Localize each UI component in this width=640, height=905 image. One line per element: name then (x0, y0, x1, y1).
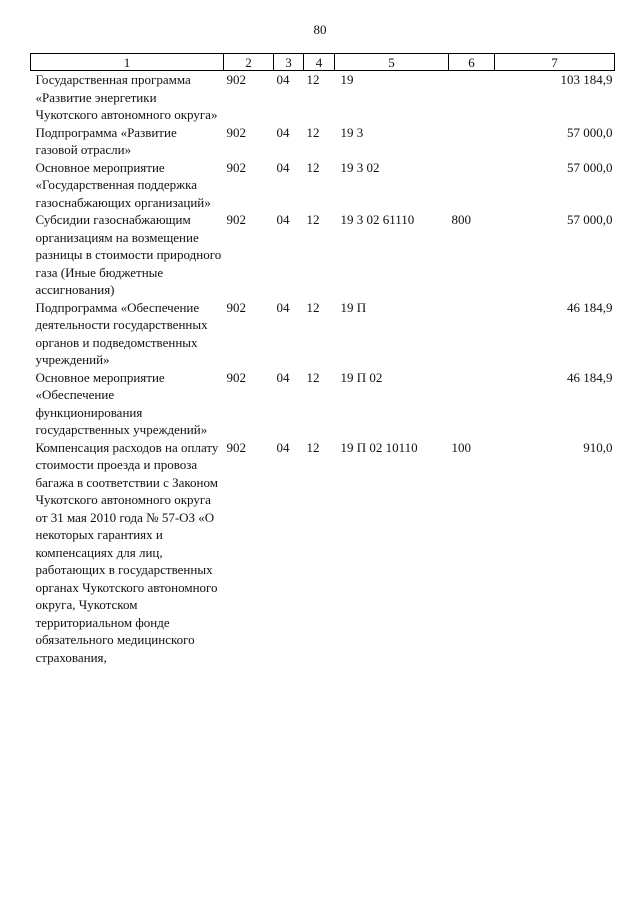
section-cell: 04 (276, 159, 290, 175)
grbs-cell: 902 (226, 159, 246, 175)
table-row (31, 211, 615, 299)
section-cell: 04 (276, 369, 290, 385)
target-code-cell: 19 3 (340, 124, 364, 140)
target-code-cell: 19 П (340, 299, 367, 315)
grbs-cell: 902 (226, 369, 246, 385)
section-cell: 04 (276, 72, 290, 87)
expense-name-cell: Подпрограмма «Развитие газовой отрасли» (35, 124, 177, 157)
table-row (31, 439, 615, 667)
target-code-cell: 19 П 02 10110 (340, 439, 418, 455)
expense-type-cell (449, 124, 495, 159)
subsection-cell: 12 (306, 439, 320, 455)
amount-cell: 103 184,9 (560, 72, 613, 87)
expense-type-cell (449, 299, 495, 369)
subsection-cell: 12 (306, 72, 320, 87)
column-number-header: 3 (274, 54, 304, 71)
expense-type-cell: 100 (451, 439, 471, 455)
subsection-cell: 12 (306, 159, 320, 175)
target-code-cell: 19 3 02 61110 (340, 212, 415, 227)
amount-cell: 57 000,0 (567, 124, 613, 140)
grbs-cell: 902 (226, 124, 246, 140)
expense-type-cell: 800 (451, 212, 471, 227)
target-code-cell: 19 3 02 (340, 159, 380, 175)
subsection-cell: 12 (306, 369, 320, 385)
grbs-cell: 902 (226, 72, 246, 87)
subsection-cell: 12 (306, 299, 320, 315)
expense-name-cell: Подпрограмма «Обеспечение деятельности государственных органов и подведомственных учреждений» (35, 299, 208, 367)
subsection-cell: 12 (306, 124, 320, 140)
grbs-cell: 902 (226, 439, 246, 455)
grbs-cell: 902 (226, 299, 246, 315)
column-number-header: 1 (31, 54, 224, 71)
amount-cell: 57 000,0 (567, 159, 613, 175)
section-cell: 04 (276, 124, 290, 140)
expense-name-cell: Субсидии газоснабжающим организациям на возмещение разницы в стоимости природного газа (Иные бюджетные ассигнования) (35, 212, 222, 297)
target-code-cell: 19 П 02 (340, 369, 383, 385)
target-code-cell: 19 (340, 72, 354, 87)
expense-name-cell: Государственная программа «Развитие энергетики Чукотского автономного округа» (35, 72, 218, 122)
budget-table (30, 53, 615, 666)
table-row (31, 124, 615, 159)
column-number-row (31, 54, 615, 71)
table-row (31, 71, 615, 124)
section-cell: 04 (276, 299, 290, 315)
table-row (31, 299, 615, 369)
section-cell: 04 (276, 439, 290, 455)
expense-name-cell: Основное мероприятие «Государственная поддержка газоснабжающих организаций» (35, 159, 211, 210)
column-number-header: 6 (449, 54, 495, 71)
section-cell: 04 (276, 212, 290, 227)
expense-type-cell (449, 369, 495, 439)
amount-cell: 46 184,9 (567, 299, 613, 315)
table-row (31, 159, 615, 212)
expense-type-cell (449, 71, 495, 124)
expense-type-cell (449, 159, 495, 212)
column-number-header: 2 (224, 54, 274, 71)
expense-name-cell: Компенсация расходов на оплату стоимости проезда и провоза багажа в соответствии с Законом Чукотского автономного округа от 31 мая 2010 года № 57-ОЗ «О некоторых гарантиях и компенсациях для лиц, работающих в государственных органах Чукотского автономного округа, Чукотском территориальном фонде обязательного медицинского страхования, (35, 439, 219, 665)
amount-cell: 910,0 (583, 439, 613, 455)
amount-cell: 57 000,0 (567, 212, 613, 227)
column-number-header: 4 (304, 54, 335, 71)
page-number: 80 (313, 22, 327, 37)
amount-cell: 46 184,9 (567, 369, 613, 385)
column-number-header: 7 (495, 54, 615, 71)
subsection-cell: 12 (306, 212, 320, 227)
grbs-cell: 902 (226, 212, 246, 227)
table-row (31, 369, 615, 439)
column-number-header: 5 (335, 54, 449, 71)
expense-name-cell: Основное мероприятие «Обеспечение функционирования государственных учреждений» (35, 369, 208, 437)
